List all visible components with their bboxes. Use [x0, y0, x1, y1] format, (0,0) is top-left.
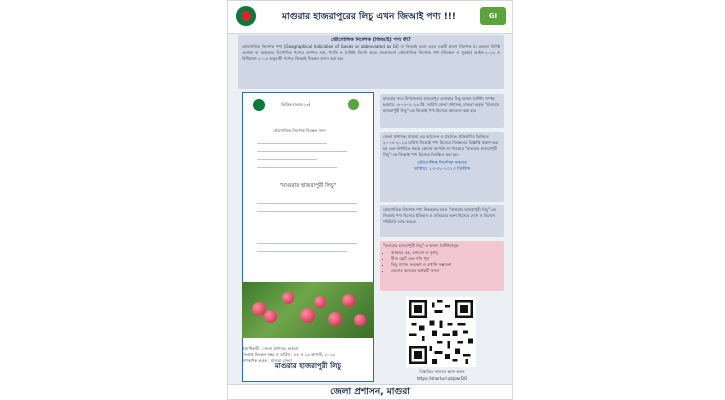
- gi-logo-icon: GI: [480, 7, 506, 25]
- info-box-registration: জেলা প্রশাসক, মাগুরা এর আবেদন ও প্রচলিত প্রক্রিয়াদির ভিত্তিতে ২০-০৮-২০২৩ তারিখ জিআই পণ্য হিসেবে নিবন্ধনের বিজ্ঞপ্তি প্রকাশ করা হয় এবং নির্ধারিত সময়ে কোনো আপত্তি না পাওয়ায় "মাগুরার হাজরাপুরী লিচু"-কে জিআই পণ্য হিসেবে নিবন্ধিত করা হয়। ভৌগোলিক নির্দেশক সনদের তারিখঃ ২৩-০৮-২০২৩ খ্রিস্টাব্দ: [380, 132, 504, 202]
- info-box-application: মাগুরার সদর উপজেলার হাজরাপুর এলাকার লিচু অনন্য বৈশিষ্ট্য সম্পন্ন হওয়ায় ০৮-০৮-২০২৩ খ্রি. তারিখ জেলা প্রশাসক, মাগুরা কর্তৃক "মাগুরার হাজরাপুরী লিচু"-কে জিআই পণ্য হিসেবে আবেদন করা হয়।: [380, 94, 504, 128]
- gi-certificate: [242, 92, 374, 382]
- certificate-meta: [242, 346, 374, 364]
- info-box-features: [380, 241, 504, 291]
- qr-url-link[interactable]: https://shorturl.at/pwrDO: [416, 376, 468, 381]
- certificate-header-line: ভিত্তিক (ফরম-২৩): [281, 102, 311, 107]
- certificate-product-name: "মাগুরার হাজরাপুরী লিচু": [279, 183, 337, 189]
- intro-panel: [238, 35, 504, 89]
- meta-presenter: উপস্থাপক কর্তৃক : মাগুরা জেলা: [242, 358, 292, 363]
- registration-date: তারিখঃ ২৩-০৮-২০২৩ খ্রিস্টাব্দ: [413, 167, 471, 172]
- list-item: • জেলার অন্যতম অর্থকরী ফসল: [391, 268, 501, 274]
- certificate-govt-logo-icon: [253, 99, 265, 111]
- poster-footer: জেলা প্রশাসন, মাগুরা: [228, 384, 512, 399]
- meta-owner: স্বত্বাধিকারী : জেলা প্রশাসন, মাগুরা: [242, 346, 299, 351]
- gi-poster: [227, 0, 513, 400]
- list-item: • আকারে বড়, রসালো ও সুস্বাদু: [391, 250, 501, 256]
- lychee-photo: [242, 282, 374, 338]
- list-item: • বীজ ছোট এবং শাঁস পুরু: [391, 256, 501, 262]
- qr-code-icon: [409, 300, 473, 364]
- poster-title: মাগুরার হাজরাপুরের লিচু এখন জিআই পণ্য !!!: [281, 12, 457, 22]
- registration-date-label: ভৌগোলিক নির্দেশক সনদের: [417, 161, 467, 166]
- qr-label: বিস্তারিত জানতে স্ক্যান করুন: [419, 369, 465, 374]
- list-item: • লিচু বাগান সংরক্ষণ ও রপ্তানি সম্ভাবনা: [391, 262, 501, 268]
- features-list: [383, 250, 501, 274]
- bangladesh-govt-logo-icon: [236, 6, 256, 26]
- intro-heading: ভৌগোলিক নির্দেশক (জিআই) পণ্য কী?: [331, 37, 411, 43]
- info-box-significance: ভৌগোলিক নির্দেশক পণ্য নিবন্ধনের ফলে "মাগুরার হাজরাপুরী লিচু"-কে জিআই পণ্য হিসেবে ইতিহাস ও ঐতিহ্যের অংশ হিসেবে দেশে ও বিদেশে পরিচিতি লাভ করবে।: [380, 205, 504, 237]
- meta-registration: জিআই নিবন্ধন নম্বর ও তারিখ : ৪৫ ও ২৩ আগস্ট, ২০২৩: [242, 352, 335, 357]
- features-title: "মাগুরার হাজরাপুরী লিচু"-র অনন্য বৈশিষ্ট্যসমূহ-: [383, 243, 460, 248]
- certificate-subtitle: ভৌগোলিক নির্দেশক নিবন্ধন সনদ: [273, 128, 326, 133]
- certificate-dpdt-logo-icon: [348, 99, 359, 110]
- qr-code[interactable]: [406, 297, 476, 367]
- certificate-big-title: মাগুরার হাজরাপুরী লিচু: [274, 362, 342, 370]
- intro-text: ভৌগোলিক নির্দেশক পণ্য (Geographical Indication of Goods or abbreviated as GI) বা জিআই হলো এমন একটি প্রমাণ নির্দেশক যা কোনো নির্দিষ্ট এলাকা বা অঞ্চলের উৎপাদিত পণ্যের গুণগত মান, খ্যাতি ও বৈশিষ্ট্য নির্দেশ করে। বাংলাদেশে ভৌগোলিক নির্দেশক পণ্য (নিবন্ধন ও সুরক্ষা) আইন-২০১৩ ও বিধিমালা-২০১৫ অনুযায়ী পণ্যের জিআই নিবন্ধন প্রদান করা হয়।: [242, 44, 500, 61]
- poster-header: [228, 1, 512, 34]
